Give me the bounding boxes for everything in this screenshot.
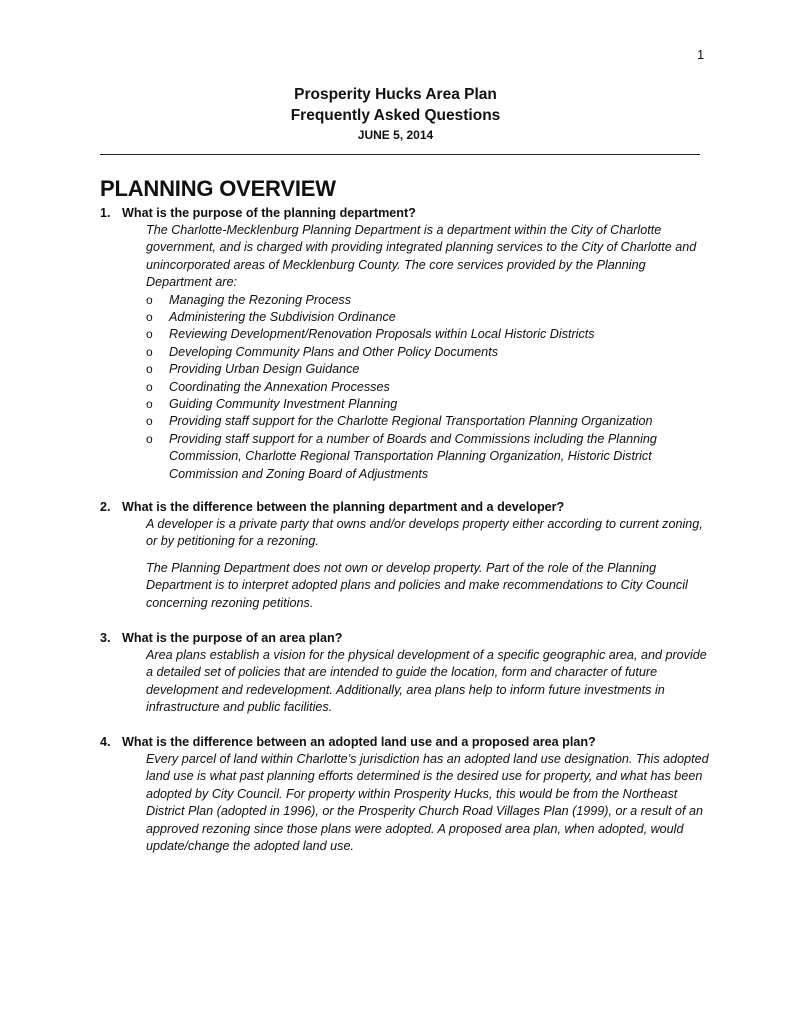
bullet-icon: o <box>146 379 153 394</box>
answer-paragraph: The Planning Department does not own or develop property. Part of the role of the Planning Department is to interpret adopted plans and policies and make recommendations to City Council concerning rezoning petitions. <box>146 560 688 610</box>
question-text: What is the purpose of an area plan? <box>122 631 343 645</box>
faq-answer <box>146 516 710 612</box>
bullet-icon: o <box>146 397 153 412</box>
answer-paragraph: The Charlotte-Mecklenburg Planning Department is a department within the City of Charlotte government, and is charged with providing integrated planning services to the City of Charlotte and unincorporated areas of Mecklenburg County. The core services provided by the Planning Department are: <box>146 223 697 290</box>
bullet-icon: o <box>146 327 153 342</box>
question-number: 4. <box>100 735 111 749</box>
list-item-text: Reviewing Development/Renovation Proposals within Local Historic Districts <box>169 327 595 342</box>
question-text: What is the difference between an adopted land use and a proposed area plan? <box>122 735 596 749</box>
faq-question <box>100 734 710 751</box>
header-divider <box>100 154 700 155</box>
answer-paragraph: Every parcel of land within Charlotte’s jurisdiction has an adopted land use designation. This adopted land use is what past planning efforts determined is the desired use for property, and what has been adopted by City Council. For property within Prosperity Hucks, this would be from the Northeast District Plan (adopted in 1996), or the Prosperity Church Road Villages Plan (1999), or a result of an approved rezoning since those plans were adopted. A proposed area plan, when adopted, would update/change the adopted land use. <box>146 752 709 854</box>
faq-item-3 <box>100 630 710 717</box>
bullet-icon: o <box>146 344 153 359</box>
faq-answer <box>146 647 710 717</box>
bullet-icon: o <box>146 310 153 325</box>
list-item <box>146 361 710 378</box>
document-title-line1: Prosperity Hucks Area Plan <box>294 86 497 103</box>
services-list <box>146 292 710 483</box>
faq-item-4 <box>100 734 710 855</box>
list-item <box>146 292 710 309</box>
list-item-text: Coordinating the Annexation Processes <box>169 379 390 394</box>
question-text: What is the purpose of the planning department? <box>122 206 416 220</box>
question-number: 3. <box>100 631 111 645</box>
bullet-icon: o <box>146 292 153 307</box>
list-item <box>146 431 710 483</box>
section-title: PLANNING OVERVIEW <box>100 176 336 201</box>
faq-item-2 <box>100 499 710 612</box>
list-item <box>146 309 710 326</box>
list-item <box>146 326 710 343</box>
faq-answer <box>146 751 710 855</box>
bullet-icon: o <box>146 431 153 446</box>
list-item-text: Guiding Community Investment Planning <box>169 397 398 412</box>
question-text: What is the difference between the planning department and a developer? <box>122 500 565 514</box>
page-number: 1 <box>697 47 705 62</box>
faq-answer <box>146 222 710 483</box>
list-item-text: Developing Community Plans and Other Policy Documents <box>169 344 498 359</box>
list-item <box>146 413 710 430</box>
list-item-text: Providing staff support for the Charlotte Regional Transportation Planning Organization <box>169 414 653 429</box>
list-item <box>146 379 710 396</box>
list-item-text: Administering the Subdivision Ordinance <box>169 310 396 325</box>
answer-paragraph: A developer is a private party that owns and/or develops property either according to current zoning, or by petitioning for a rezoning. <box>146 517 703 549</box>
question-number: 1. <box>100 206 111 220</box>
faq-question <box>100 499 710 516</box>
list-item-text: Managing the Rezoning Process <box>169 292 352 307</box>
document-date: JUNE 5, 2014 <box>357 128 434 142</box>
list-item <box>146 396 710 413</box>
list-item <box>146 344 710 361</box>
faq-question <box>100 630 710 647</box>
list-item-text: Providing staff support for a number of Boards and Commissions including the Planning Commission, Charlotte Regional Transportation Planning Organization, Historic District Commission and Zoning Board of Adjustments <box>169 431 657 481</box>
list-item-text: Providing Urban Design Guidance <box>169 362 360 377</box>
faq-question <box>100 205 710 222</box>
document-header <box>0 84 791 144</box>
answer-paragraph: Area plans establish a vision for the physical development of a specific geographic area, and provide a detailed set of policies that are intended to guide the location, form and character of future development and redevelopment. Additionally, area plans help to inform future investments in infrastructure and public facilities. <box>146 648 707 715</box>
bullet-icon: o <box>146 414 153 429</box>
faq-item-1 <box>100 205 710 483</box>
question-number: 2. <box>100 500 111 514</box>
document-title-line2: Frequently Asked Questions <box>290 107 501 124</box>
bullet-icon: o <box>146 362 153 377</box>
